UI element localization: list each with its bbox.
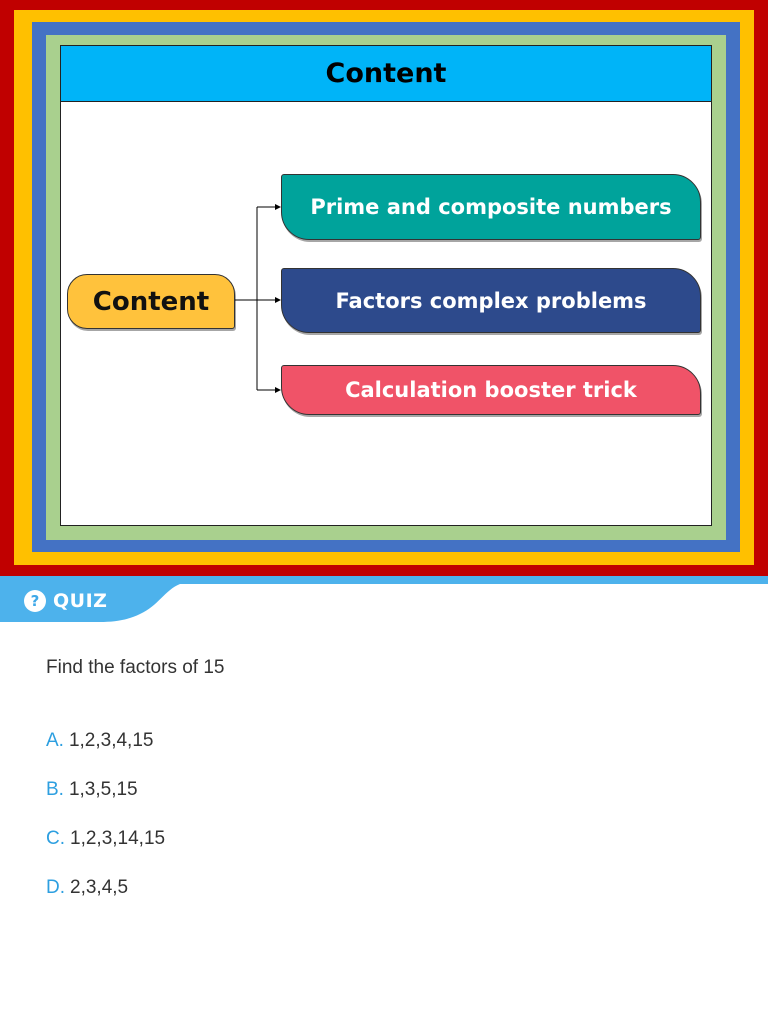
root-node: Content [67, 274, 235, 329]
quiz-tab [0, 584, 180, 622]
option-letter: C. [46, 828, 65, 849]
quiz-label: QUIZ [53, 590, 108, 612]
child-node-factors-problems: Factors complex problems [281, 268, 701, 333]
option-letter: D. [46, 877, 65, 898]
question-circle-icon: ? [24, 590, 46, 612]
option-text: 2,3,4,5 [70, 877, 129, 898]
quiz-accent-strip [0, 576, 768, 584]
child-node-prime-composite: Prime and composite numbers [281, 174, 701, 240]
answer-options [46, 730, 165, 926]
answer-option-c[interactable] [46, 828, 165, 877]
content-panel [60, 45, 712, 526]
option-text: 1,2,3,14,15 [70, 828, 166, 849]
answer-option-b[interactable] [46, 779, 165, 828]
option-letter: B. [46, 779, 64, 800]
child-node-booster-trick: Calculation booster trick [281, 365, 701, 415]
option-text: 1,2,3,4,15 [68, 730, 154, 751]
option-letter: A. [46, 730, 64, 751]
answer-option-d[interactable] [46, 877, 165, 926]
option-text: 1,3,5,15 [68, 779, 138, 800]
slide-title: Content [61, 46, 711, 102]
answer-option-a[interactable] [46, 730, 165, 779]
question-text: Find the factors of 15 [46, 657, 225, 678]
